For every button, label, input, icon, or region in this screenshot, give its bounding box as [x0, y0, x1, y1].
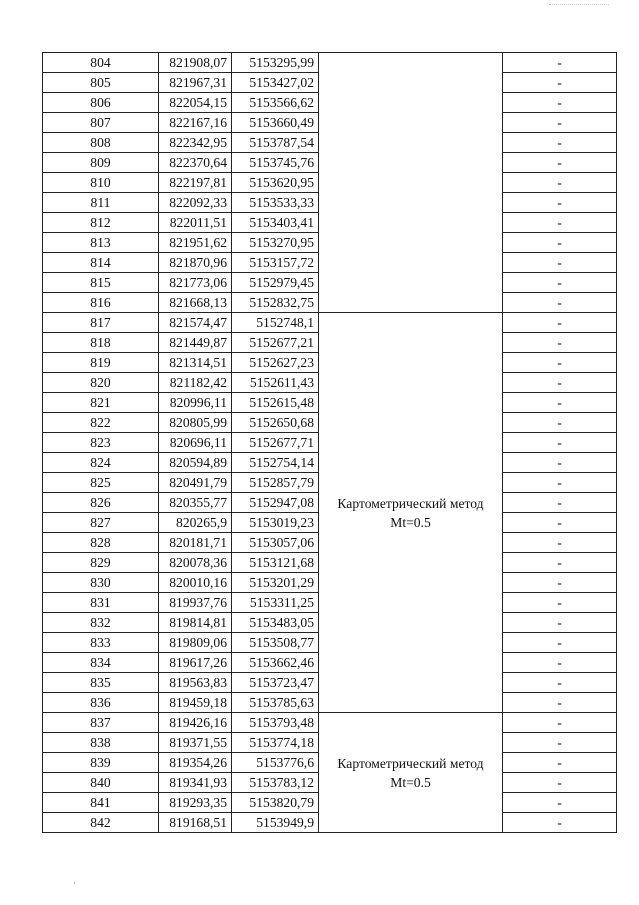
x-coordinate-cell: 820491,79	[159, 473, 232, 493]
x-coordinate-cell: 822092,33	[159, 193, 232, 213]
point-number-cell: 820	[43, 373, 159, 393]
point-number-cell: 838	[43, 733, 159, 753]
point-number-cell: 809	[43, 153, 159, 173]
table-row	[43, 313, 617, 333]
y-coordinate-cell: 5152615,48	[232, 393, 319, 413]
note-dash-cell: -	[503, 453, 617, 473]
note-dash-cell: -	[503, 613, 617, 633]
note-dash-cell: -	[503, 333, 617, 353]
note-dash-cell: -	[503, 553, 617, 573]
point-number-cell: 841	[43, 793, 159, 813]
point-number-cell: 810	[43, 173, 159, 193]
x-coordinate-cell: 822011,51	[159, 213, 232, 233]
point-number-cell: 813	[43, 233, 159, 253]
y-coordinate-cell: 5153533,33	[232, 193, 319, 213]
scan-artifact	[549, 4, 609, 7]
point-number-cell: 814	[43, 253, 159, 273]
x-coordinate-cell: 821951,62	[159, 233, 232, 253]
note-dash-cell: -	[503, 193, 617, 213]
point-number-cell: 818	[43, 333, 159, 353]
x-coordinate-cell: 822342,95	[159, 133, 232, 153]
method-cell	[319, 53, 503, 313]
y-coordinate-cell: 5153620,95	[232, 173, 319, 193]
point-number-cell: 833	[43, 633, 159, 653]
x-coordinate-cell: 820696,11	[159, 433, 232, 453]
y-coordinate-cell: 5153057,06	[232, 533, 319, 553]
y-coordinate-cell: 5152857,79	[232, 473, 319, 493]
method-name: Картометрический метод	[337, 755, 484, 771]
x-coordinate-cell: 820805,99	[159, 413, 232, 433]
note-dash-cell: -	[503, 393, 617, 413]
note-dash-cell: -	[503, 793, 617, 813]
point-number-cell: 819	[43, 353, 159, 373]
y-coordinate-cell: 5153427,02	[232, 73, 319, 93]
point-number-cell: 807	[43, 113, 159, 133]
point-number-cell: 826	[43, 493, 159, 513]
note-dash-cell: -	[503, 773, 617, 793]
note-dash-cell: -	[503, 73, 617, 93]
x-coordinate-cell: 820996,11	[159, 393, 232, 413]
y-coordinate-cell: 5152677,21	[232, 333, 319, 353]
x-coordinate-cell: 821967,31	[159, 73, 232, 93]
y-coordinate-cell: 5152611,43	[232, 373, 319, 393]
point-number-cell: 816	[43, 293, 159, 313]
y-coordinate-cell: 5153201,29	[232, 573, 319, 593]
y-coordinate-cell: 5153270,95	[232, 233, 319, 253]
y-coordinate-cell: 5153157,72	[232, 253, 319, 273]
x-coordinate-cell: 822167,16	[159, 113, 232, 133]
point-number-cell: 827	[43, 513, 159, 533]
note-dash-cell: -	[503, 353, 617, 373]
note-dash-cell: -	[503, 673, 617, 693]
y-coordinate-cell: 5153311,25	[232, 593, 319, 613]
point-number-cell: 815	[43, 273, 159, 293]
note-dash-cell: -	[503, 53, 617, 73]
x-coordinate-cell: 819617,26	[159, 653, 232, 673]
y-coordinate-cell: 5153949,9	[232, 813, 319, 833]
point-number-cell: 836	[43, 693, 159, 713]
note-dash-cell: -	[503, 293, 617, 313]
note-dash-cell: -	[503, 313, 617, 333]
x-coordinate-cell: 819563,83	[159, 673, 232, 693]
x-coordinate-cell: 819341,93	[159, 773, 232, 793]
x-coordinate-cell: 820010,16	[159, 573, 232, 593]
note-dash-cell: -	[503, 533, 617, 553]
note-dash-cell: -	[503, 713, 617, 733]
x-coordinate-cell: 819809,06	[159, 633, 232, 653]
note-dash-cell: -	[503, 273, 617, 293]
x-coordinate-cell: 821182,42	[159, 373, 232, 393]
note-dash-cell: -	[503, 153, 617, 173]
point-number-cell: 811	[43, 193, 159, 213]
table-row	[43, 53, 617, 73]
y-coordinate-cell: 5153660,49	[232, 113, 319, 133]
y-coordinate-cell: 5153662,46	[232, 653, 319, 673]
point-number-cell: 825	[43, 473, 159, 493]
y-coordinate-cell: 5153783,12	[232, 773, 319, 793]
note-dash-cell: -	[503, 493, 617, 513]
y-coordinate-cell: 5153121,68	[232, 553, 319, 573]
note-dash-cell: -	[503, 573, 617, 593]
x-coordinate-cell: 822054,15	[159, 93, 232, 113]
y-coordinate-cell: 5153793,48	[232, 713, 319, 733]
method-cell	[319, 313, 503, 713]
note-dash-cell: -	[503, 233, 617, 253]
point-number-cell: 817	[43, 313, 159, 333]
method-accuracy: Mt=0.5	[390, 774, 431, 790]
scan-mark: ·	[73, 878, 76, 888]
x-coordinate-cell: 820078,36	[159, 553, 232, 573]
note-dash-cell: -	[503, 113, 617, 133]
x-coordinate-cell: 819459,18	[159, 693, 232, 713]
x-coordinate-cell: 822370,64	[159, 153, 232, 173]
y-coordinate-cell: 5153508,77	[232, 633, 319, 653]
y-coordinate-cell: 5153787,54	[232, 133, 319, 153]
coordinates-table	[42, 52, 617, 833]
note-dash-cell: -	[503, 593, 617, 613]
point-number-cell: 804	[43, 53, 159, 73]
note-dash-cell: -	[503, 253, 617, 273]
point-number-cell: 839	[43, 753, 159, 773]
note-dash-cell: -	[503, 753, 617, 773]
x-coordinate-cell: 819937,76	[159, 593, 232, 613]
x-coordinate-cell: 819354,26	[159, 753, 232, 773]
x-coordinate-cell: 821773,06	[159, 273, 232, 293]
point-number-cell: 835	[43, 673, 159, 693]
point-number-cell: 837	[43, 713, 159, 733]
y-coordinate-cell: 5153483,05	[232, 613, 319, 633]
y-coordinate-cell: 5153019,23	[232, 513, 319, 533]
method-cell	[319, 713, 503, 833]
point-number-cell: 834	[43, 653, 159, 673]
x-coordinate-cell: 822197,81	[159, 173, 232, 193]
x-coordinate-cell: 819814,81	[159, 613, 232, 633]
note-dash-cell: -	[503, 653, 617, 673]
y-coordinate-cell: 5153403,41	[232, 213, 319, 233]
point-number-cell: 812	[43, 213, 159, 233]
point-number-cell: 823	[43, 433, 159, 453]
note-dash-cell: -	[503, 693, 617, 713]
point-number-cell: 805	[43, 73, 159, 93]
y-coordinate-cell: 5152677,71	[232, 433, 319, 453]
x-coordinate-cell: 819293,35	[159, 793, 232, 813]
table-row	[43, 713, 617, 733]
point-number-cell: 840	[43, 773, 159, 793]
y-coordinate-cell: 5152947,08	[232, 493, 319, 513]
note-dash-cell: -	[503, 733, 617, 753]
point-number-cell: 829	[43, 553, 159, 573]
x-coordinate-cell: 821870,96	[159, 253, 232, 273]
y-coordinate-cell: 5152979,45	[232, 273, 319, 293]
note-dash-cell: -	[503, 433, 617, 453]
y-coordinate-cell: 5153723,47	[232, 673, 319, 693]
x-coordinate-cell: 819371,55	[159, 733, 232, 753]
x-coordinate-cell: 819168,51	[159, 813, 232, 833]
y-coordinate-cell: 5152754,14	[232, 453, 319, 473]
method-accuracy: Mt=0.5	[390, 514, 431, 530]
y-coordinate-cell: 5153820,79	[232, 793, 319, 813]
note-dash-cell: -	[503, 373, 617, 393]
note-dash-cell: -	[503, 133, 617, 153]
y-coordinate-cell: 5152748,1	[232, 313, 319, 333]
y-coordinate-cell: 5153776,6	[232, 753, 319, 773]
y-coordinate-cell: 5153566,62	[232, 93, 319, 113]
y-coordinate-cell: 5152650,68	[232, 413, 319, 433]
y-coordinate-cell: 5152627,23	[232, 353, 319, 373]
point-number-cell: 824	[43, 453, 159, 473]
y-coordinate-cell: 5153295,99	[232, 53, 319, 73]
coordinates-table-body	[43, 53, 617, 833]
y-coordinate-cell: 5153774,18	[232, 733, 319, 753]
point-number-cell: 830	[43, 573, 159, 593]
note-dash-cell: -	[503, 413, 617, 433]
point-number-cell: 842	[43, 813, 159, 833]
point-number-cell: 828	[43, 533, 159, 553]
point-number-cell: 822	[43, 413, 159, 433]
x-coordinate-cell: 820355,77	[159, 493, 232, 513]
y-coordinate-cell: 5153785,63	[232, 693, 319, 713]
x-coordinate-cell: 821314,51	[159, 353, 232, 373]
x-coordinate-cell: 821908,07	[159, 53, 232, 73]
method-name: Картометрический метод	[337, 495, 484, 511]
x-coordinate-cell: 821449,87	[159, 333, 232, 353]
point-number-cell: 808	[43, 133, 159, 153]
point-number-cell: 806	[43, 93, 159, 113]
y-coordinate-cell: 5152832,75	[232, 293, 319, 313]
x-coordinate-cell: 821668,13	[159, 293, 232, 313]
note-dash-cell: -	[503, 513, 617, 533]
x-coordinate-cell: 820265,9	[159, 513, 232, 533]
note-dash-cell: -	[503, 213, 617, 233]
point-number-cell: 831	[43, 593, 159, 613]
y-coordinate-cell: 5153745,76	[232, 153, 319, 173]
x-coordinate-cell: 821574,47	[159, 313, 232, 333]
x-coordinate-cell: 820181,71	[159, 533, 232, 553]
note-dash-cell: -	[503, 173, 617, 193]
point-number-cell: 832	[43, 613, 159, 633]
point-number-cell: 821	[43, 393, 159, 413]
note-dash-cell: -	[503, 93, 617, 113]
note-dash-cell: -	[503, 813, 617, 833]
x-coordinate-cell: 819426,16	[159, 713, 232, 733]
x-coordinate-cell: 820594,89	[159, 453, 232, 473]
note-dash-cell: -	[503, 473, 617, 493]
note-dash-cell: -	[503, 633, 617, 653]
